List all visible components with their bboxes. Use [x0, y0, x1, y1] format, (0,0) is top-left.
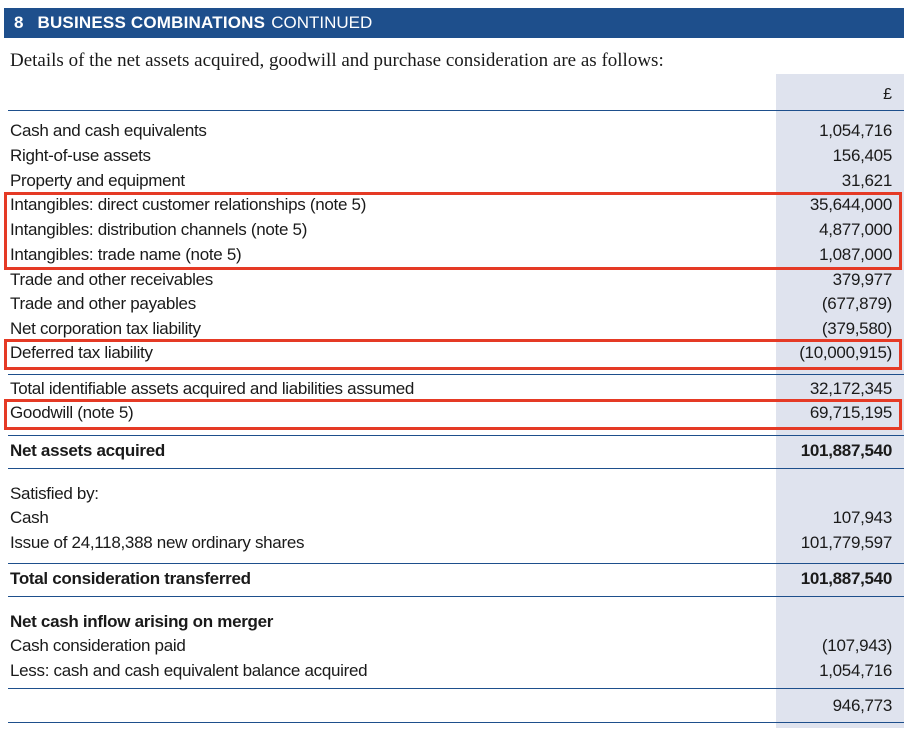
row-value: 1,054,716 [819, 661, 892, 680]
row-label: Total consideration transferred [10, 569, 251, 588]
highlight-box-goodwill [4, 399, 902, 430]
divider [8, 468, 904, 469]
divider [8, 596, 904, 597]
section-header [4, 8, 904, 38]
highlight-box-intangibles [4, 192, 902, 270]
table-row [10, 506, 892, 530]
row-label: Intangibles: trade name (note 5) [10, 245, 242, 264]
highlight-box-deferred-tax [4, 339, 902, 370]
row-label: Deferred tax liability [10, 343, 153, 362]
row-label: Trade and other payables [10, 294, 196, 313]
row-value: 101,887,540 [800, 441, 892, 460]
table-row [10, 144, 892, 168]
row-label: Net corporation tax liability [10, 319, 201, 338]
table-row [10, 317, 892, 341]
row-label: Intangibles: distribution channels (note 5) [10, 220, 308, 239]
table-row [10, 268, 892, 292]
divider [8, 435, 904, 436]
final-total-row [10, 694, 892, 718]
section-number: 8 [14, 13, 24, 32]
currency-header: £ [883, 86, 892, 103]
row-label: Less: cash and cash equivalent balance acquired [10, 661, 368, 680]
row-label: Total identifiable assets acquired and liabilities assumed [10, 379, 415, 398]
row-label: Cash and cash equivalents [10, 121, 207, 140]
section-label-row [10, 610, 892, 634]
section-title: BUSINESS COMBINATIONS [37, 13, 266, 32]
row-value: 107,943 [832, 508, 892, 527]
row-label: Trade and other receivables [10, 270, 213, 289]
row-value: 379,977 [832, 270, 892, 289]
row-value: (379,580) [821, 319, 892, 338]
row-label: Cash [10, 508, 49, 527]
total-row [10, 439, 892, 463]
section-continued-label: CONTINUED [271, 13, 373, 32]
table-row [10, 119, 892, 143]
row-label: Net cash inflow arising on merger [10, 612, 274, 631]
row-label: Intangibles: direct customer relationships (note 5) [10, 195, 367, 214]
table-row [10, 634, 892, 658]
row-value: 1,087,000 [819, 245, 892, 264]
row-value: 946,773 [832, 696, 892, 715]
divider [8, 110, 904, 111]
row-value: 101,887,540 [800, 569, 892, 588]
row-label: Goodwill (note 5) [10, 403, 134, 422]
row-value: 4,877,000 [819, 220, 892, 239]
row-value: (10,000,915) [799, 343, 892, 362]
table-row [10, 659, 892, 683]
section-label-row [10, 482, 892, 506]
row-value: 31,621 [841, 171, 892, 190]
row-label: Right-of-use assets [10, 146, 151, 165]
table-row [10, 292, 892, 316]
row-value: 156,405 [832, 146, 892, 165]
table-row [10, 169, 892, 193]
intro-text: Details of the net assets acquired, goodwill and purchase consideration are as follows: [10, 50, 664, 71]
row-value: (677,879) [821, 294, 892, 313]
row-value: (107,943) [821, 636, 892, 655]
row-label: Satisfied by: [10, 484, 99, 503]
row-label: Issue of 24,118,388 new ordinary shares [10, 533, 305, 552]
row-value: 101,779,597 [800, 533, 892, 552]
row-value: 32,172,345 [809, 379, 892, 398]
subtotal-row [10, 377, 892, 401]
divider [8, 722, 904, 723]
total-row [10, 567, 892, 591]
row-value: 69,715,195 [809, 403, 892, 422]
divider [8, 563, 904, 564]
table-row [10, 531, 892, 555]
divider [8, 688, 904, 689]
divider [8, 374, 904, 375]
row-value: 1,054,716 [819, 121, 892, 140]
row-label: Property and equipment [10, 171, 185, 190]
row-label: Net assets acquired [10, 441, 165, 460]
row-value: 35,644,000 [809, 195, 892, 214]
row-label: Cash consideration paid [10, 636, 186, 655]
